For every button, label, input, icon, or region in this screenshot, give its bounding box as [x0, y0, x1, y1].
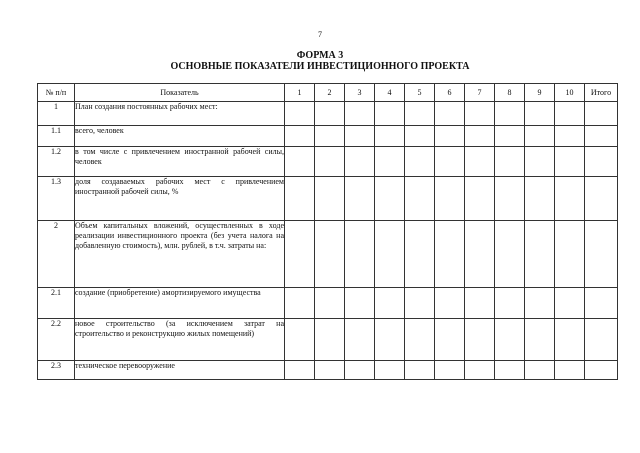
value-cell[interactable] — [465, 319, 495, 361]
row-num: 1.2 — [38, 147, 75, 177]
value-cell[interactable] — [375, 361, 405, 380]
value-cell[interactable] — [585, 319, 618, 361]
row-num: 2 — [38, 221, 75, 288]
value-cell[interactable] — [285, 126, 315, 147]
value-cell[interactable] — [285, 147, 315, 177]
header-period-10: 10 — [555, 84, 585, 102]
header-period-6: 6 — [435, 84, 465, 102]
value-cell[interactable] — [555, 126, 585, 147]
row-label: План создания постоянных рабочих мест: — [75, 102, 285, 126]
row-label: всего, человек — [75, 126, 285, 147]
indicators-table — [37, 83, 618, 380]
value-cell[interactable] — [285, 102, 315, 126]
value-cell[interactable] — [525, 361, 555, 380]
page-number: 7 — [318, 30, 322, 39]
table-row — [38, 221, 618, 288]
value-cell[interactable] — [585, 221, 618, 288]
value-cell[interactable] — [435, 177, 465, 221]
value-cell[interactable] — [495, 126, 525, 147]
value-cell[interactable] — [285, 221, 315, 288]
value-cell[interactable] — [315, 126, 345, 147]
value-cell[interactable] — [375, 102, 405, 126]
value-cell[interactable] — [435, 319, 465, 361]
value-cell[interactable] — [555, 221, 585, 288]
value-cell[interactable] — [585, 126, 618, 147]
value-cell[interactable] — [375, 177, 405, 221]
value-cell[interactable] — [285, 288, 315, 319]
value-cell[interactable] — [495, 102, 525, 126]
value-cell[interactable] — [405, 288, 435, 319]
value-cell[interactable] — [585, 177, 618, 221]
value-cell[interactable] — [315, 147, 345, 177]
header-period-9: 9 — [525, 84, 555, 102]
value-cell[interactable] — [435, 288, 465, 319]
value-cell[interactable] — [525, 319, 555, 361]
value-cell[interactable] — [315, 288, 345, 319]
form-subtitle: ОСНОВНЫЕ ПОКАЗАТЕЛИ ИНВЕСТИЦИОННОГО ПРОЕКТА — [170, 61, 470, 72]
header-period-2: 2 — [315, 84, 345, 102]
value-cell[interactable] — [345, 288, 375, 319]
value-cell[interactable] — [465, 147, 495, 177]
value-cell[interactable] — [315, 102, 345, 126]
value-cell[interactable] — [465, 288, 495, 319]
row-label: в том числе с привлечением иностранной рабочей силы, человек — [75, 147, 285, 177]
table-row — [38, 288, 618, 319]
header-period-1: 1 — [285, 84, 315, 102]
value-cell[interactable] — [315, 177, 345, 221]
header-period-5: 5 — [405, 84, 435, 102]
header-row — [38, 84, 618, 102]
value-cell[interactable] — [495, 147, 525, 177]
value-cell[interactable] — [465, 361, 495, 380]
value-cell[interactable] — [495, 177, 525, 221]
value-cell[interactable] — [465, 102, 495, 126]
value-cell[interactable] — [435, 361, 465, 380]
value-cell[interactable] — [525, 288, 555, 319]
value-cell[interactable] — [345, 147, 375, 177]
value-cell[interactable] — [345, 177, 375, 221]
value-cell[interactable] — [345, 319, 375, 361]
value-cell[interactable] — [315, 361, 345, 380]
value-cell[interactable] — [435, 147, 465, 177]
row-num: 1.3 — [38, 177, 75, 221]
value-cell[interactable] — [525, 126, 555, 147]
value-cell[interactable] — [405, 102, 435, 126]
value-cell[interactable] — [315, 221, 345, 288]
header-indicator: Показатель — [75, 84, 285, 102]
table-row — [38, 147, 618, 177]
header-total: Итого — [585, 84, 618, 102]
value-cell[interactable] — [555, 177, 585, 221]
table-row — [38, 126, 618, 147]
row-label: техническое перевооружение — [75, 361, 285, 380]
value-cell[interactable] — [555, 102, 585, 126]
value-cell[interactable] — [435, 126, 465, 147]
table-row — [38, 177, 618, 221]
value-cell[interactable] — [495, 319, 525, 361]
value-cell[interactable] — [555, 147, 585, 177]
value-cell[interactable] — [345, 221, 375, 288]
table-row — [38, 361, 618, 380]
row-num: 2.3 — [38, 361, 75, 380]
value-cell[interactable] — [555, 361, 585, 380]
value-cell[interactable] — [465, 126, 495, 147]
value-cell[interactable] — [465, 221, 495, 288]
value-cell[interactable] — [495, 221, 525, 288]
value-cell[interactable] — [585, 288, 618, 319]
value-cell[interactable] — [345, 126, 375, 147]
value-cell[interactable] — [495, 361, 525, 380]
header-period-7: 7 — [465, 84, 495, 102]
header-period-3: 3 — [345, 84, 375, 102]
value-cell[interactable] — [405, 147, 435, 177]
value-cell[interactable] — [405, 221, 435, 288]
value-cell[interactable] — [405, 361, 435, 380]
value-cell[interactable] — [495, 288, 525, 319]
row-num: 2.1 — [38, 288, 75, 319]
table-row — [38, 319, 618, 361]
row-label: новое строительство (за исключением затрат на строительство и реконструкцию жилых помещений) — [75, 319, 285, 361]
value-cell[interactable] — [285, 177, 315, 221]
value-cell[interactable] — [525, 221, 555, 288]
value-cell[interactable] — [525, 147, 555, 177]
value-cell[interactable] — [375, 288, 405, 319]
value-cell[interactable] — [375, 221, 405, 288]
value-cell[interactable] — [345, 361, 375, 380]
value-cell[interactable] — [585, 147, 618, 177]
form-title: ФОРМА 3 — [296, 50, 344, 61]
header-period-4: 4 — [375, 84, 405, 102]
value-cell[interactable] — [375, 319, 405, 361]
value-cell[interactable] — [555, 288, 585, 319]
header-period-8: 8 — [495, 84, 525, 102]
row-num: 2.2 — [38, 319, 75, 361]
value-cell[interactable] — [285, 361, 315, 380]
table-row — [38, 102, 618, 126]
value-cell[interactable] — [315, 319, 345, 361]
value-cell[interactable] — [585, 361, 618, 380]
value-cell[interactable] — [585, 102, 618, 126]
value-cell[interactable] — [435, 221, 465, 288]
row-label: Объем капитальных вложений, осуществленных в ходе реализации инвестиционного проекта (без учета налога на добавленную стоимость), млн. рублей, в т.ч. затраты на: — [75, 221, 285, 288]
value-cell[interactable] — [375, 147, 405, 177]
value-cell[interactable] — [525, 102, 555, 126]
row-num: 1.1 — [38, 126, 75, 147]
value-cell[interactable] — [285, 319, 315, 361]
value-cell[interactable] — [375, 126, 405, 147]
value-cell[interactable] — [525, 177, 555, 221]
value-cell[interactable] — [465, 177, 495, 221]
value-cell[interactable] — [405, 126, 435, 147]
value-cell[interactable] — [405, 319, 435, 361]
value-cell[interactable] — [555, 319, 585, 361]
value-cell[interactable] — [435, 102, 465, 126]
value-cell[interactable] — [345, 102, 375, 126]
value-cell[interactable] — [405, 177, 435, 221]
header-num: № п/п — [38, 84, 75, 102]
row-label: создание (приобретение) амортизируемого имущества — [75, 288, 285, 319]
row-num: 1 — [38, 102, 75, 126]
row-label: доля создаваемых рабочих мест с привлечением иностранной рабочей силы, % — [75, 177, 285, 221]
